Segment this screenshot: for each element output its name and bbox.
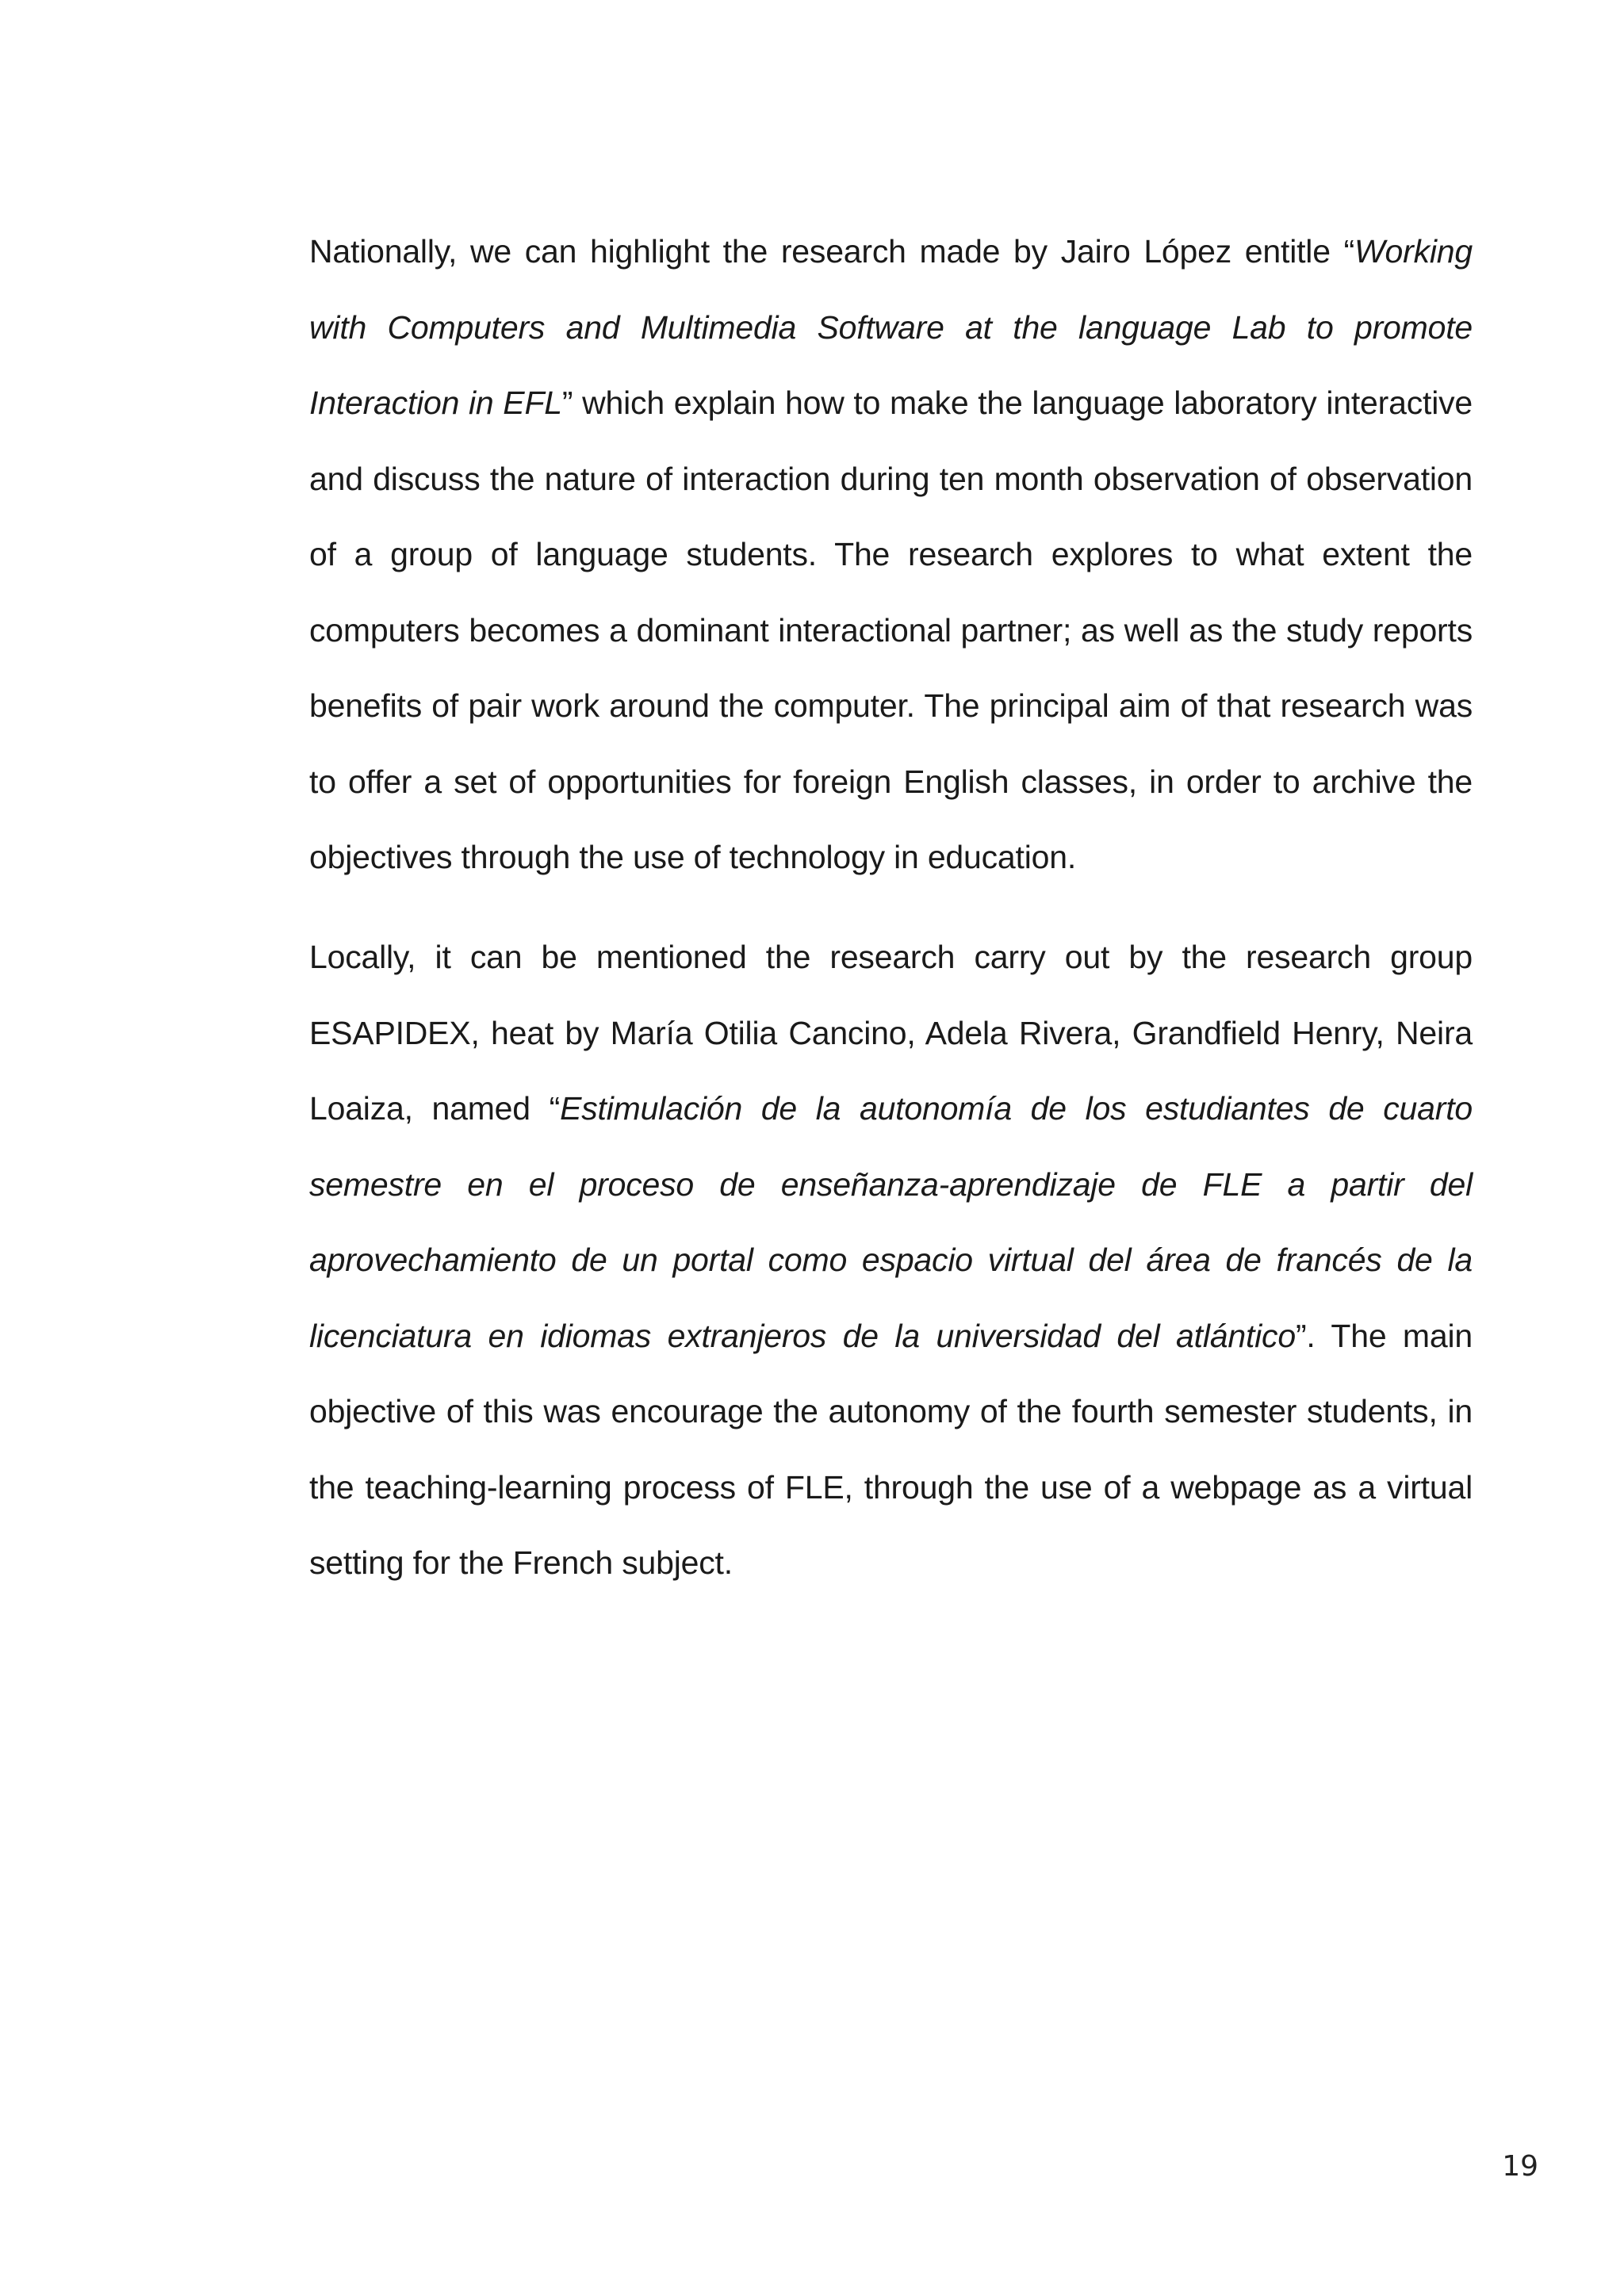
- paragraph-local-research: [309, 920, 1473, 1601]
- research-title-italic: Working with Computers and Multimedia Software at the language Lab to promote Interaction in EFL: [309, 233, 1473, 421]
- paragraph-text: ”. The main objective of this was encourage the autonomy of the fourth semester students, in the teaching-learning process of FLE, through the use of a webpage as a virtual setting for the French subject.: [309, 1317, 1473, 1581]
- paragraph-text: Nationally, we can highlight the research made by Jairo López entitle “: [309, 233, 1355, 270]
- paragraph-text: Locally, it can be mentioned the research carry out by the research group ESAPIDEX, heat by María Otilia Cancino, Adela Rivera, Grandfield Henry, Neira Loaiza, named “: [309, 939, 1473, 1127]
- paragraph-national-research: [309, 214, 1473, 896]
- paragraph-text: ” which explain how to make the language laboratory interactive and discuss the nature of interaction during ten month observation of observation of a group of language students. The research explores to what extent the computers becomes a dominant interactional partner; as well as the study reports benefits of pair work around the computer. The principal aim of that research was to offer a set of opportunities for foreign English classes, in order to archive the objectives through the use of technology in education.: [309, 385, 1473, 875]
- page-number: 19: [1502, 2150, 1538, 2183]
- research-title-italic: Estimulación de la autonomía de los estudiantes de cuarto semestre en el proceso de enseñanza-aprendizaje de FLE a partir del aprovechamiento de un portal como espacio virtual del área de francés de la licenciatura en idiomas extranjeros de la universidad del atlántico: [309, 1090, 1473, 1354]
